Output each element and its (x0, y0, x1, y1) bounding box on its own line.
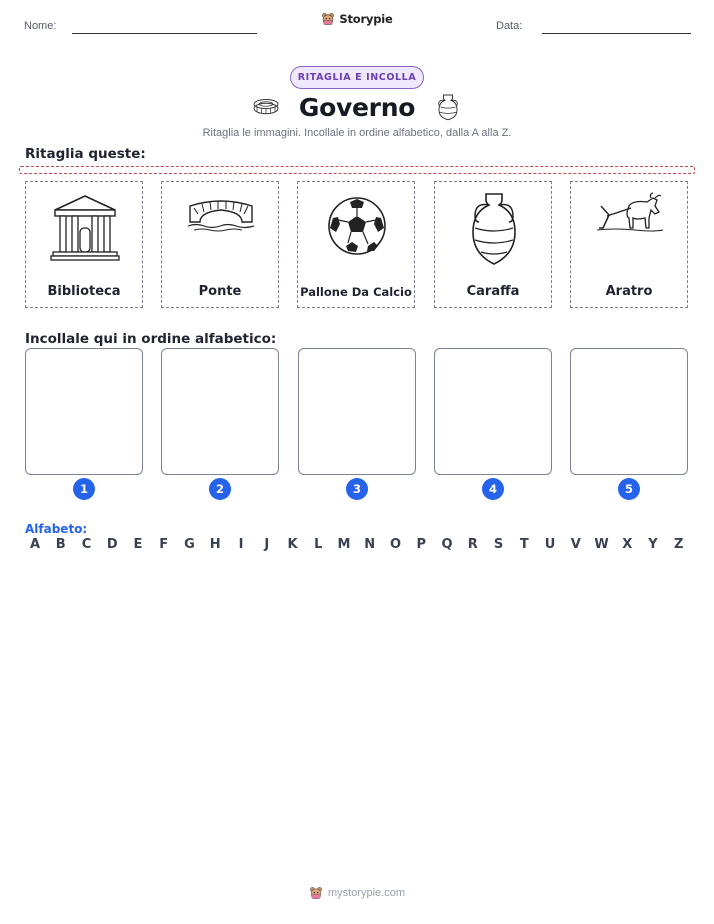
alphabet-letter: S (493, 537, 504, 552)
card-label: Ponte (198, 284, 242, 299)
alphabet-letter: V (570, 537, 581, 552)
alphabet-letter: N (364, 537, 376, 552)
order-number: 4 (482, 478, 504, 500)
cut-heading: Ritaglia queste: (25, 146, 146, 162)
alphabet-letter: P (416, 537, 427, 552)
alphabet-letter: I (238, 537, 244, 552)
paste-heading: Incollale qui in ordine alfabetico: (25, 331, 277, 347)
ox-plow-icon (595, 188, 665, 268)
order-number: 5 (618, 478, 640, 500)
alphabet-letter: F (159, 537, 169, 552)
alphabet-letter: E (133, 537, 143, 552)
cut-line (19, 166, 695, 174)
bridge-icon (186, 188, 256, 268)
cut-card-ponte[interactable] (161, 181, 279, 308)
alphabet-letter: D (106, 537, 118, 552)
paste-box-3[interactable] (298, 348, 416, 475)
alphabet-letter: L (314, 537, 323, 552)
storypie-logo (0, 12, 714, 26)
paste-box-5[interactable] (570, 348, 688, 475)
paste-box-4[interactable] (434, 348, 552, 475)
vase-icon (433, 92, 463, 122)
footer-link[interactable]: mystorypie.com (327, 887, 406, 899)
order-number: 2 (209, 478, 231, 500)
bear-icon (309, 886, 323, 900)
date-line (542, 33, 691, 34)
title-row (0, 92, 714, 122)
alphabet-letter: Q (441, 537, 453, 552)
alphabet-letter: U (544, 537, 556, 552)
footer (0, 886, 714, 900)
alphabet-letter: Z (674, 537, 684, 552)
alphabet-heading: Alfabeto: (25, 522, 88, 536)
card-label: Pallone Da Calcio (300, 285, 412, 299)
alphabet-letter: Y (648, 537, 658, 552)
cut-card-aratro[interactable] (570, 181, 688, 308)
card-label: Aratro (605, 284, 653, 299)
alphabet-letter: A (29, 537, 41, 552)
logo-text: Storypie (339, 12, 393, 26)
name-line (72, 33, 257, 34)
date-label: Data: (496, 20, 523, 32)
alphabet-letter: G (184, 537, 195, 552)
card-label: Biblioteca (47, 284, 121, 299)
cut-card-caraffa[interactable] (434, 181, 552, 308)
alphabet-letter: K (287, 537, 298, 552)
cut-card-biblioteca[interactable] (25, 181, 143, 308)
library-building-icon (50, 188, 120, 268)
alphabet-letter: C (81, 537, 92, 552)
paste-box-2[interactable] (161, 348, 279, 475)
alphabet-letter: M (337, 537, 351, 552)
alphabet-letter: O (389, 537, 402, 552)
order-number: 1 (73, 478, 95, 500)
alphabet-letter: W (594, 537, 609, 552)
alphabet-letter: H (209, 537, 221, 552)
page-title: Governo (298, 92, 416, 122)
alphabet-row (25, 537, 689, 552)
activity-badge: RITAGLIA E INCOLLA (290, 66, 424, 89)
bear-icon (321, 12, 335, 26)
alphabet-letter: B (55, 537, 66, 552)
alphabet-letter: R (467, 537, 478, 552)
alphabet-letter: T (519, 537, 529, 552)
paste-box-1[interactable] (25, 348, 143, 475)
alphabet-letter: X (622, 537, 633, 552)
cut-card-pallone[interactable] (297, 181, 415, 308)
instructions: Ritaglia le immagini. Incollale in ordine alfabetico, dalla A alla Z. (202, 127, 512, 139)
soccer-ball-icon (322, 188, 392, 268)
alphabet-letter: J (264, 537, 270, 552)
amphora-icon (459, 188, 529, 268)
colosseum-icon (251, 92, 281, 122)
card-label: Caraffa (466, 284, 520, 299)
order-number: 3 (346, 478, 368, 500)
name-label: Nome: (24, 20, 57, 32)
